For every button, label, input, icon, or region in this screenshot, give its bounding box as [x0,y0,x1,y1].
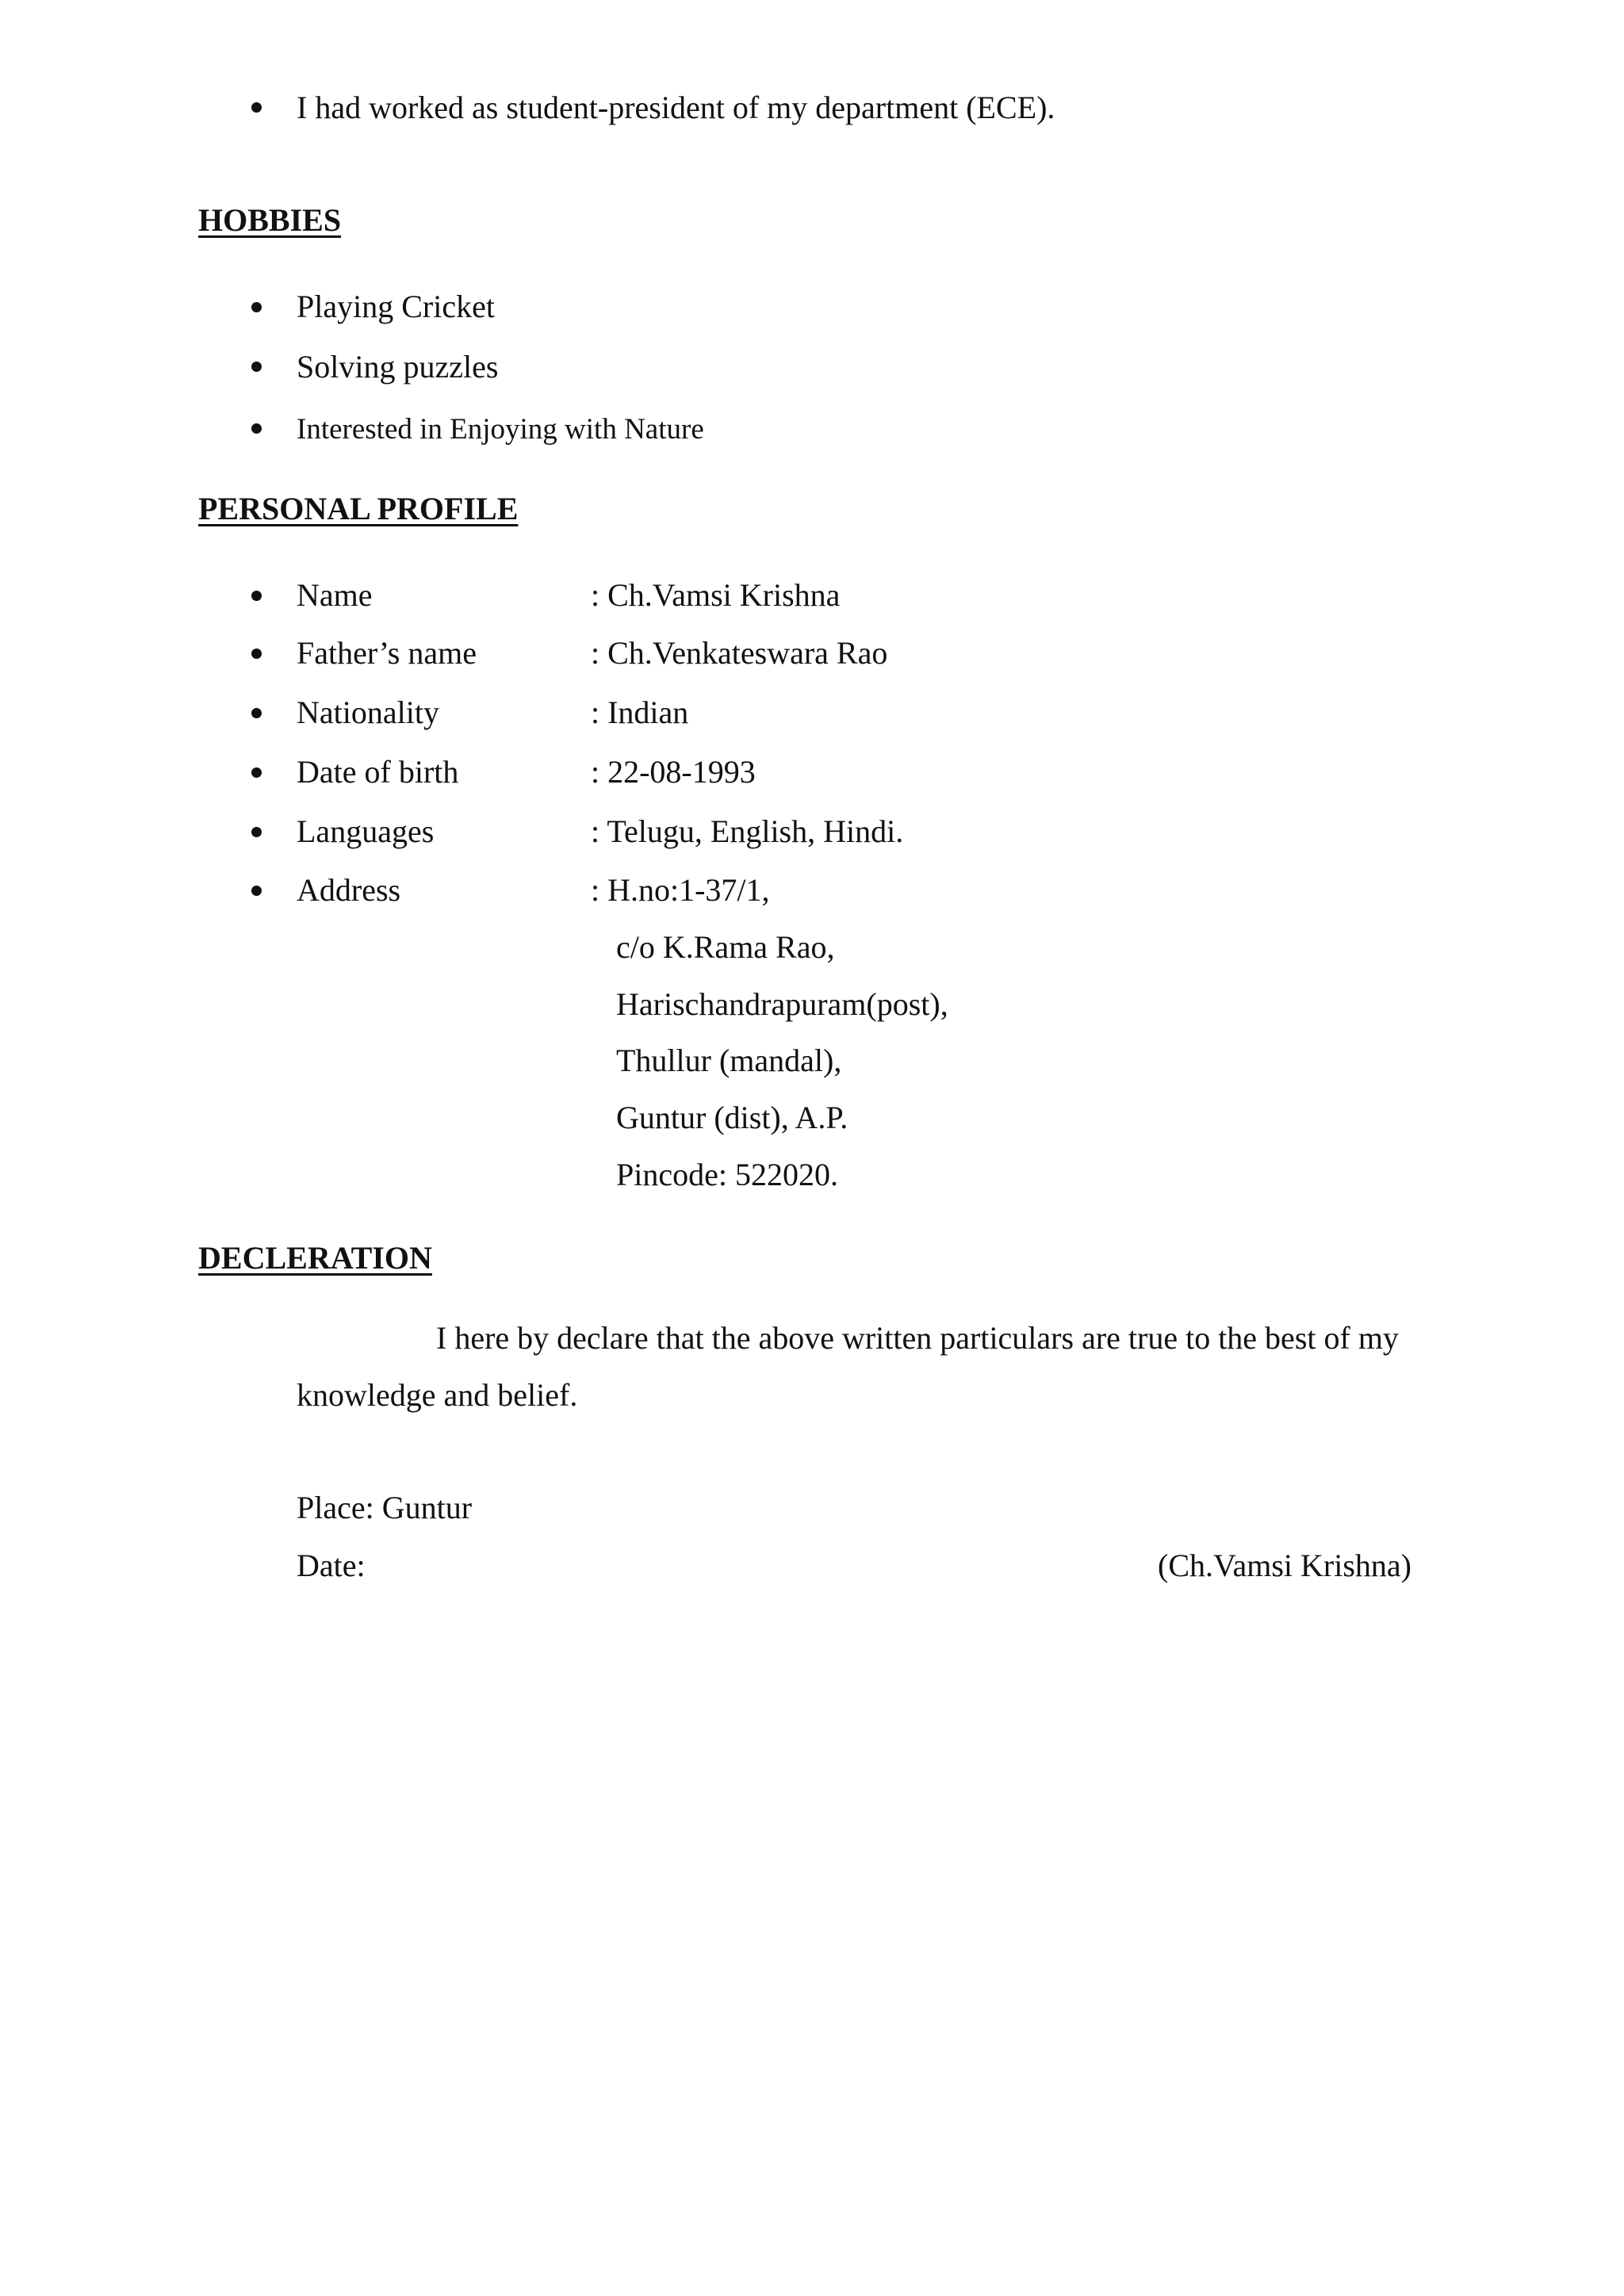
bullet-icon [251,362,262,372]
place-text: Place: Guntur [297,1490,473,1525]
date-text: Date: [297,1548,366,1583]
bullet-icon [251,302,262,312]
bullet-icon [251,708,262,718]
bullet-icon [251,102,262,113]
address-line: Guntur (dist), A.P. [616,1100,848,1135]
profile-value: : Telugu, English, Hindi. [591,813,904,849]
declaration-text-line1: I here by declare that the above written particulars are true to the best of my [436,1320,1399,1356]
hobby-item: Interested in Enjoying with Nature [297,413,704,446]
hobbies-heading: HOBBIES [198,202,342,238]
profile-label: Name [297,577,373,613]
profile-value: : Ch.Venkateswara Rao [591,635,888,671]
bullet-icon [251,423,262,434]
achievement-text: I had worked as student-president of my department (ECE). [297,90,1055,125]
profile-label: Languages [297,813,435,849]
signature-name: (Ch.Vamsi Krishna) [1158,1548,1411,1583]
address-line: c/o K.Rama Rao, [616,929,835,965]
address-line: Harischandrapuram(post), [616,986,948,1022]
bullet-icon [251,649,262,659]
bullet-icon [251,827,262,837]
profile-label: Nationality [297,695,439,730]
profile-value: : 22-08-1993 [591,754,756,790]
bullet-icon [251,886,262,896]
profile-label: Date of birth [297,754,459,790]
address-line: Pincode: 522020. [616,1157,838,1192]
profile-label: Father’s name [297,635,477,671]
profile-value: : Indian [591,695,689,730]
hobby-item: Solving puzzles [297,349,499,385]
declaration-text-line2: knowledge and belief. [297,1377,578,1413]
profile-value: : H.no:1-37/1, [591,872,770,908]
hobby-item: Playing Cricket [297,289,495,324]
personal-profile-heading: PERSONAL PROFILE [198,491,519,526]
declaration-heading: DECLERATION [198,1240,432,1276]
address-line: Thullur (mandal), [616,1043,842,1078]
profile-value: : Ch.Vamsi Krishna [591,577,841,613]
bullet-icon [251,767,262,778]
profile-label: Address [297,872,401,908]
bullet-icon [251,591,262,601]
